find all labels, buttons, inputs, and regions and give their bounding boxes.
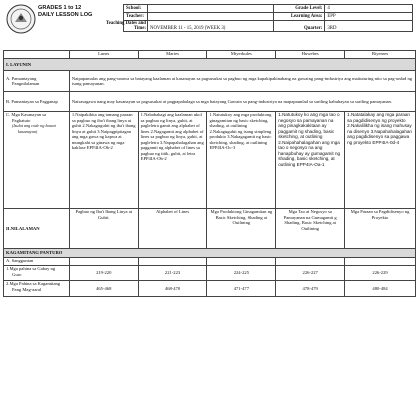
gabay-guro-label bbox=[4, 266, 70, 281]
school-value bbox=[147, 5, 273, 13]
day-header-huwebes: Huwebes bbox=[276, 51, 345, 59]
kasanayan-label bbox=[4, 112, 70, 209]
header-title-line2: DAILY LESSON LOG bbox=[38, 12, 93, 18]
day-header-miyerkules: Miyerkules bbox=[207, 51, 276, 59]
gabay-miyerkules: 224-225 bbox=[207, 266, 276, 281]
pamantayang-nilalaman-text: Naipapamalas ang pang-unawa sa batayang kaalaman at kasanayan sa pagsusukat sa pagbuo ng mga kapakipakinabang na gawaing pang-industriya ang maituturing nito sa pag-unlad ng isang pamayanan. bbox=[69, 71, 415, 92]
kasanayan-label-line1: C. Mga Kasanayan sa bbox=[6, 112, 47, 117]
kagamitan-label-line1: 2.Mga Pahina sa Kagamitang bbox=[6, 281, 61, 286]
gabay-label-line2: Guro bbox=[12, 271, 22, 277]
dates-label-line2: Time: bbox=[133, 26, 146, 31]
deped-seal-icon bbox=[6, 4, 36, 34]
nilalaman-miyerkules: Mga Produktong Ginagamitan ng Basic Sketching, Shading at Outlining bbox=[207, 209, 276, 249]
dates-label bbox=[105, 21, 148, 32]
kasanayan-martes: 1.Nababahagi ang kaalaman ukol sa pagbuo ng linya, guhit, at pagleletra gamit ang alphabet of lines 2.Nagagamit ang alphabet of lines sa pagbuo ng linya, guhit, at pagleletra 3.Napapahalagahan ang paggamit ng alphabet of lines sa pagbuo ng titik, guhit, at letra EPP4IA-Ob-2 bbox=[138, 112, 207, 209]
layunin-heading: I. LAYUNIN bbox=[4, 59, 416, 71]
kasanayan-note-line2: kasanayan) bbox=[18, 128, 38, 134]
day-header-biyernes: Biyernes bbox=[345, 51, 416, 59]
info-table bbox=[105, 4, 413, 32]
sanggunian-lunes bbox=[69, 258, 138, 266]
sanggunian-miyerkules bbox=[207, 258, 276, 266]
quarter-label: Quarter: bbox=[273, 21, 325, 32]
grade-label: Grade Level: bbox=[273, 5, 325, 13]
sanggunian-martes bbox=[138, 258, 207, 266]
lesson-table bbox=[3, 50, 416, 297]
kasanayan-lunes: 1.Naipakikita ang tamang paraan sa pagbuo ng iba't ibang linya at guhit 2.Nakaguguhit ng iba't ibang linya at guhit 3.Naipagpipitagan ang mga gawa ng kapwa at mungkahi sa ginawa ng mga kaklase EPP4IA-Ob-2 bbox=[69, 112, 138, 209]
pamantayan-pagganap-label: B. Pamantayan sa Pagganap bbox=[4, 92, 70, 112]
school-label: School: bbox=[124, 5, 148, 13]
dates-value: NOVEMBER 11 - 15, 2019 (WEEK 3) bbox=[147, 21, 273, 32]
kasanayan-huwebes: 1.Natutukoy ko ang mga tao o negosyo sa pamayanan na ang pinagkakakitaan ay paggamit ng shading, basic sketching, at outlining 2.Naipahahalagahan ang mga tao o negosyo na ang hanapbuhay ay gumagamit ng shading, basic sketching, at outlining EPP4IA-Oa-1 bbox=[276, 112, 345, 209]
teacher-label: Teacher: bbox=[124, 13, 148, 21]
kagamitan-biyernes: 480-484 bbox=[345, 281, 416, 297]
pamantayang-nilalaman-label bbox=[4, 71, 70, 92]
kasanayan-biyernes: 1.Natatalakay ang mga paraan sa pagdidisenyo ng proyekto 2.Nakalilikha ng isang mahusay na disenyo 3.Napahahalagahan ang pagdidisenyo sa paggawa ng proyekto EPP4IA-0d-4 bbox=[345, 112, 416, 209]
kasanayan-label-line2: Pagkatuto bbox=[12, 117, 31, 123]
teacher-value bbox=[147, 13, 273, 21]
learning-area-label: Learning Area: bbox=[273, 13, 325, 21]
gabay-lunes: 219-220 bbox=[69, 266, 138, 281]
nilalaman-lunes: Pagbuo ng Iba't Ibang Linya at Guhit. bbox=[69, 209, 138, 249]
nilalaman-martes: Alphabet of Lines bbox=[138, 209, 207, 249]
gabay-biyernes: 226-229 bbox=[345, 266, 416, 281]
kagamitan-lunes: 465-468 bbox=[69, 281, 138, 297]
sanggunian-biyernes bbox=[345, 258, 416, 266]
gabay-label-line1: 1.Mga pahina sa Gabay ng bbox=[6, 266, 56, 271]
learning-area-value: EPP bbox=[325, 13, 413, 21]
gabay-martes: 221-223 bbox=[138, 266, 207, 281]
header-title-line1: GRADES 1 to 12 bbox=[38, 5, 82, 11]
kagamitan-label-line2: Pang Mag-aaral bbox=[12, 286, 42, 292]
pamantayang-label-line2: Pangnilalaman bbox=[12, 81, 40, 86]
pamantayang-label-line1: A. Pamantayang bbox=[6, 75, 37, 81]
day-header-lunes: Lunes bbox=[69, 51, 138, 59]
header-title bbox=[38, 5, 92, 19]
nilalaman-biyernes: Mga Paraan sa Pagdidisenyo ng Proyekto bbox=[345, 209, 416, 249]
kasanayan-note-line1: (Isulat ang code ng bawat bbox=[12, 123, 56, 128]
kagamitang-panturo-heading: KAGAMITANG PANTURO bbox=[4, 249, 416, 258]
kagamitan-martes: 468-470 bbox=[138, 281, 207, 297]
kagamitan-label bbox=[4, 281, 70, 297]
sanggunian-label: A. Sanggunian bbox=[4, 258, 70, 266]
gabay-huwebes: 226-227 bbox=[276, 266, 345, 281]
day-header-blank bbox=[4, 51, 70, 59]
pamantayan-pagganap-text: Naisasagawa nang may kasanayan sa pagsusukat at pagpapahalaga sa mga batayang Gawain sa pang-industriya na mapapaunlad sa sariling kabuhayan sa sariling pamayanan. bbox=[69, 92, 415, 112]
kagamitan-miyerkules: 471-477 bbox=[207, 281, 276, 297]
sanggunian-huwebes bbox=[276, 258, 345, 266]
day-header-martes: Martes bbox=[138, 51, 207, 59]
nilalaman-label: II.NILALAMAN bbox=[4, 209, 70, 249]
grade-value: 4 bbox=[325, 5, 413, 13]
quarter-value: 3RD bbox=[325, 21, 413, 32]
kasanayan-miyerkules: 1.Natutukoy ang mga produktong ginagamitan ng basic sketching, shading, at outlining 2.Nakaguguhit ng isang simpleng produkto 3.Nakagagamit ng basic sketching, shading, at outlining EPP4IA-Oc-3 bbox=[207, 112, 276, 209]
dates-label-line1: Teaching Dates and bbox=[105, 21, 146, 26]
kagamitan-huwebes: 478-479 bbox=[276, 281, 345, 297]
nilalaman-huwebes: Mga Tao at Negosyo sa Pamayanan na Gumagamit g Shading, Basic Sketching at Outlining bbox=[276, 209, 345, 249]
